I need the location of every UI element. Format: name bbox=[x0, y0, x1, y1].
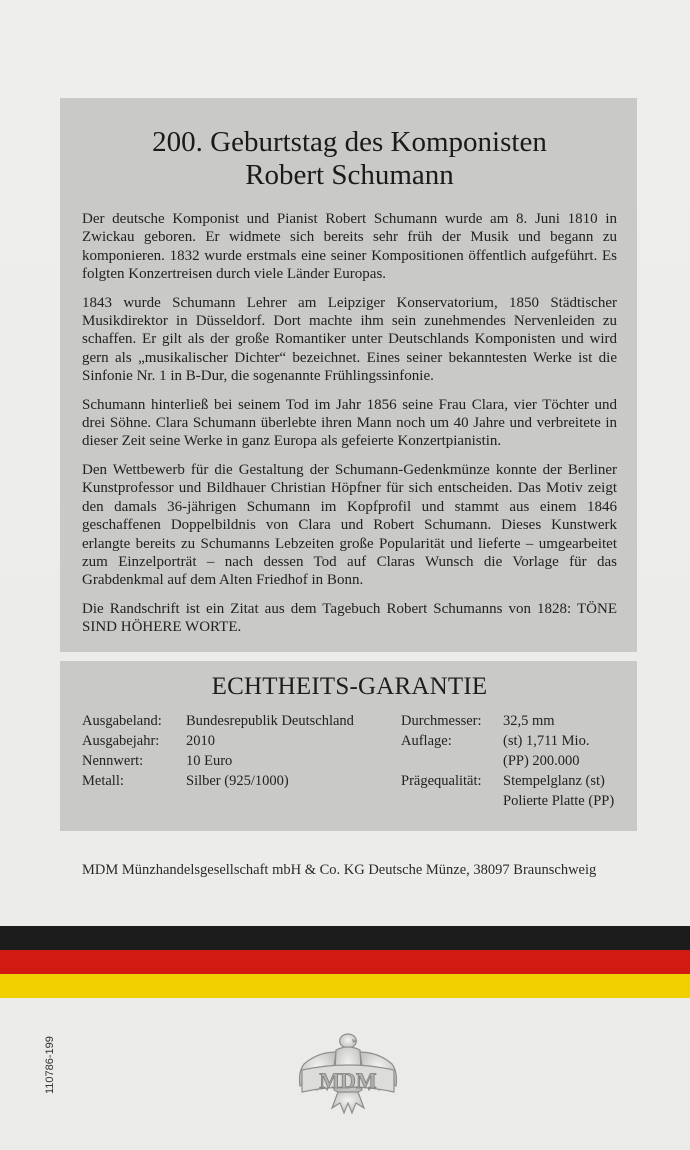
spec-label: Auflage: bbox=[401, 733, 452, 749]
certificate-title: ECHTHEITS-GARANTIE bbox=[211, 673, 488, 700]
paragraph: Den Wettbewerb für die Gestaltung der Schumann-Gedenkmünze konnte der Berliner Kunstprofessor und Bildhauer Christian Höpfner für sich entscheiden. Das Motiv zeigt den damals 36-jährigen Schumann im Kopfprofil und stammt aus einem 1846 geschaffenen Doppelbildnis von Clara und Robert Schumann. Dieses Kunstwerk erlangte bereits zu Schumanns Lebzeiten große Popularität und lieferte – umgearbeitet zum Einzelporträt – nach dessen Tod auf Claras Wunsch die Vorlage für das Grabdenkmal auf dem Alten Friedhof in Bonn. bbox=[82, 461, 617, 589]
spec-value: Bundesrepublik Deutschland bbox=[186, 713, 354, 729]
mdm-eagle-logo bbox=[292, 1030, 404, 1130]
flag-stripe-black bbox=[0, 926, 690, 950]
spec-value: (st) 1,711 Mio. bbox=[503, 733, 590, 749]
description-text bbox=[82, 210, 617, 637]
spec-label: Nennwert: bbox=[82, 753, 144, 769]
spec-label: Prägequalität: bbox=[401, 773, 482, 789]
spec-labels-right bbox=[401, 711, 482, 811]
spec-value: Stempelglanz (st) bbox=[503, 773, 605, 789]
spec-label: Ausgabejahr: bbox=[82, 733, 160, 749]
spec-values-left bbox=[186, 711, 354, 791]
spec-value: 2010 bbox=[186, 733, 215, 749]
spec-value: 32,5 mm bbox=[503, 713, 555, 729]
spec-label: Ausgabeland: bbox=[82, 713, 162, 729]
title-line-1: 200. Geburtstag des Komponisten bbox=[152, 126, 547, 158]
paragraph: 1843 wurde Schumann Lehrer am Leipziger Konservatorium, 1850 Städtischer Musikdirektor in Düsseldorf. Dort machte ihm sein zunehmendes Nervenleiden zu schaffen. Er gilt als der große Romantiker unter Deutschlands Komponisten und wird gern als „musikalischer Dichter“ bezeichnet. Eines seiner bekanntesten Werke ist die Sinfonie Nr. 1 in B-Dur, die sogenannte Frühlingssinfonie. bbox=[82, 294, 617, 385]
spec-value: (PP) 200.000 bbox=[503, 753, 580, 769]
logo-text: MDM bbox=[319, 1068, 377, 1093]
description-panel bbox=[60, 98, 637, 652]
flag-stripe-red bbox=[0, 950, 690, 974]
paragraph: Schumann hinterließ bei seinem Tod im Jahr 1856 seine Frau Clara, vier Töchter und drei Söhne. Clara Schumann überlebte ihren Mann noch um 40 Jahre und verbreitete in dieser Zeit seine Werke in ganz Europa als gefeierte Konzertpianistin. bbox=[82, 396, 617, 450]
title-line-2: Robert Schumann bbox=[245, 159, 454, 191]
article-code: 110786-199 bbox=[44, 1036, 56, 1094]
spec-label: Metall: bbox=[82, 773, 124, 789]
eagle-icon bbox=[292, 1030, 404, 1130]
spec-label bbox=[401, 751, 482, 771]
spec-label: Durchmesser: bbox=[401, 713, 482, 729]
spec-value: Silber (925/1000) bbox=[186, 773, 289, 789]
paragraph: Der deutsche Komponist und Pianist Robert Schumann wurde am 8. Juni 1810 in Zwickau geboren. Er widmete sich bereits sehr früh der Musik und begann zu komponieren. 1832 wurde erstmals eine seiner Kompositionen öffentlich aufgeführt. Es folgten Konzertreisen durch viele Länder Europas. bbox=[82, 211, 617, 283]
spec-labels-left bbox=[82, 711, 162, 791]
spec-value: 10 Euro bbox=[186, 753, 233, 769]
page-title bbox=[82, 126, 617, 192]
spec-values-right bbox=[503, 711, 614, 811]
spec-label bbox=[401, 791, 482, 811]
certificate-panel bbox=[60, 661, 637, 831]
publisher-line: MDM Münzhandelsgesellschaft mbH & Co. KG Deutsche Münze, 38097 Braunschweig bbox=[82, 862, 597, 878]
spec-value: Polierte Platte (PP) bbox=[503, 793, 615, 809]
paragraph: Die Randschrift ist ein Zitat aus dem Tagebuch Robert Schumanns von 1828: TÖNE SIND HÖHERE WORTE. bbox=[82, 600, 617, 636]
flag-stripe-gold bbox=[0, 974, 690, 998]
